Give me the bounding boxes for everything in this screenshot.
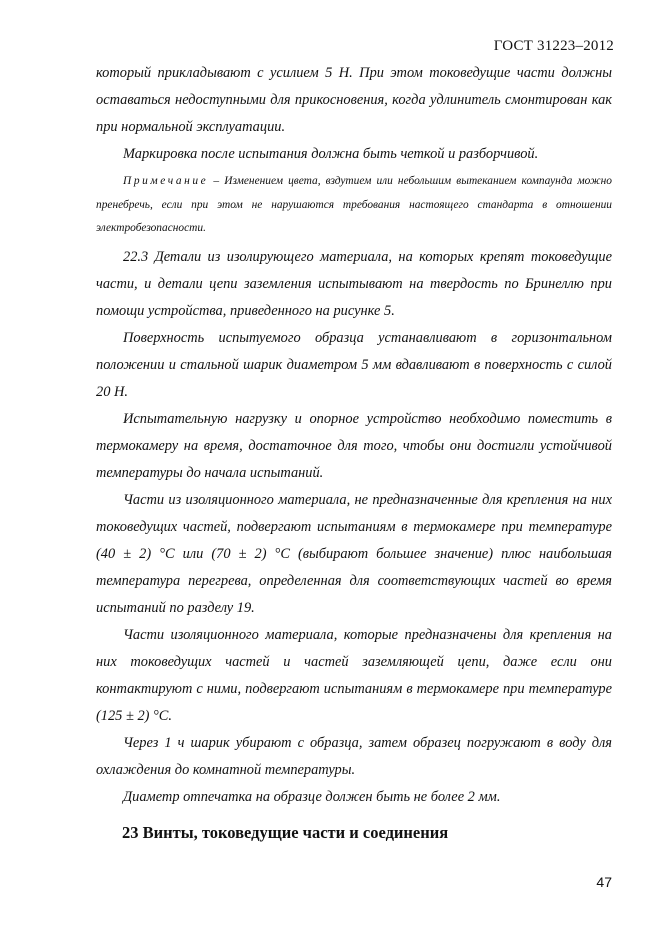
paragraph-marking: Маркировка после испытания должна быть четкой и разборчивой. <box>123 146 539 162</box>
note-label: Примечание <box>123 175 209 187</box>
paragraph-parts-non-fixing: Части из изоляционного материала, не предназначенные для крепления на них токоведущих частей, подвергают испытаниям в термокамере при температуре (40 ± 2) °С или (70 ± 2) °С (выбирают большее значение) плюс наибольшая температура перегрева, определенная для соответствующих частей во время испытаний по разделу 19. <box>96 491 612 616</box>
paragraph-ball-removal: Через 1 ч шарик убирают с образца, затем образец погружают в воду для охлаждения до комнатной температуры. <box>96 734 612 778</box>
note-text: – Изменением цвета, вздутием или небольшим вытеканием компаунда можно пренебречь, если при этом не нарушаются требования настоящего стандарта в отношении электробезопасности. <box>96 175 612 234</box>
paragraph-22-3: 22.3 Детали из изолирующего материала, на которых крепят токоведущие части, и детали цепи заземления испытывают на твердость по Бринеллю при помощи устройства, приведенного на рисунке 5. <box>96 248 612 319</box>
section-heading: 23 Винты, токоведущие части и соединения <box>122 823 449 842</box>
document-header: ГОСТ 31223–2012 <box>493 38 614 54</box>
paragraph-surface: Поверхность испытуемого образца устанавливают в горизонтальном положении и стальной шарик диаметром 5 мм вдавливают в поверхность с силой 20 Н. <box>96 329 612 400</box>
page-number: 47 <box>596 874 612 890</box>
note-paragraph <box>96 168 612 244</box>
paragraph-load: Испытательную нагрузку и опорное устройство необходимо поместить в термокамеру на время, достаточное для того, чтобы они достигли устойчивой температуры до начала испытаний. <box>96 410 612 481</box>
paragraph-continuation: который прикладывают с усилием 5 Н. При этом токоведущие части должны оставаться недоступными для прикосновения, когда удлинитель смонтирован как при нормальной эксплуатации. <box>96 65 612 135</box>
paragraph-parts-fixing: Части изоляционного материала, которые предназначены для крепления на них токоведущих частей и частей заземляющей цепи, даже если они контактируют с ними, подвергают испытаниям в термокамере при температуре (125 ± 2) °С. <box>96 626 612 724</box>
paragraph-imprint-diameter: Диаметр отпечатка на образце должен быть не более 2 мм. <box>123 788 501 805</box>
document-body <box>96 60 612 811</box>
